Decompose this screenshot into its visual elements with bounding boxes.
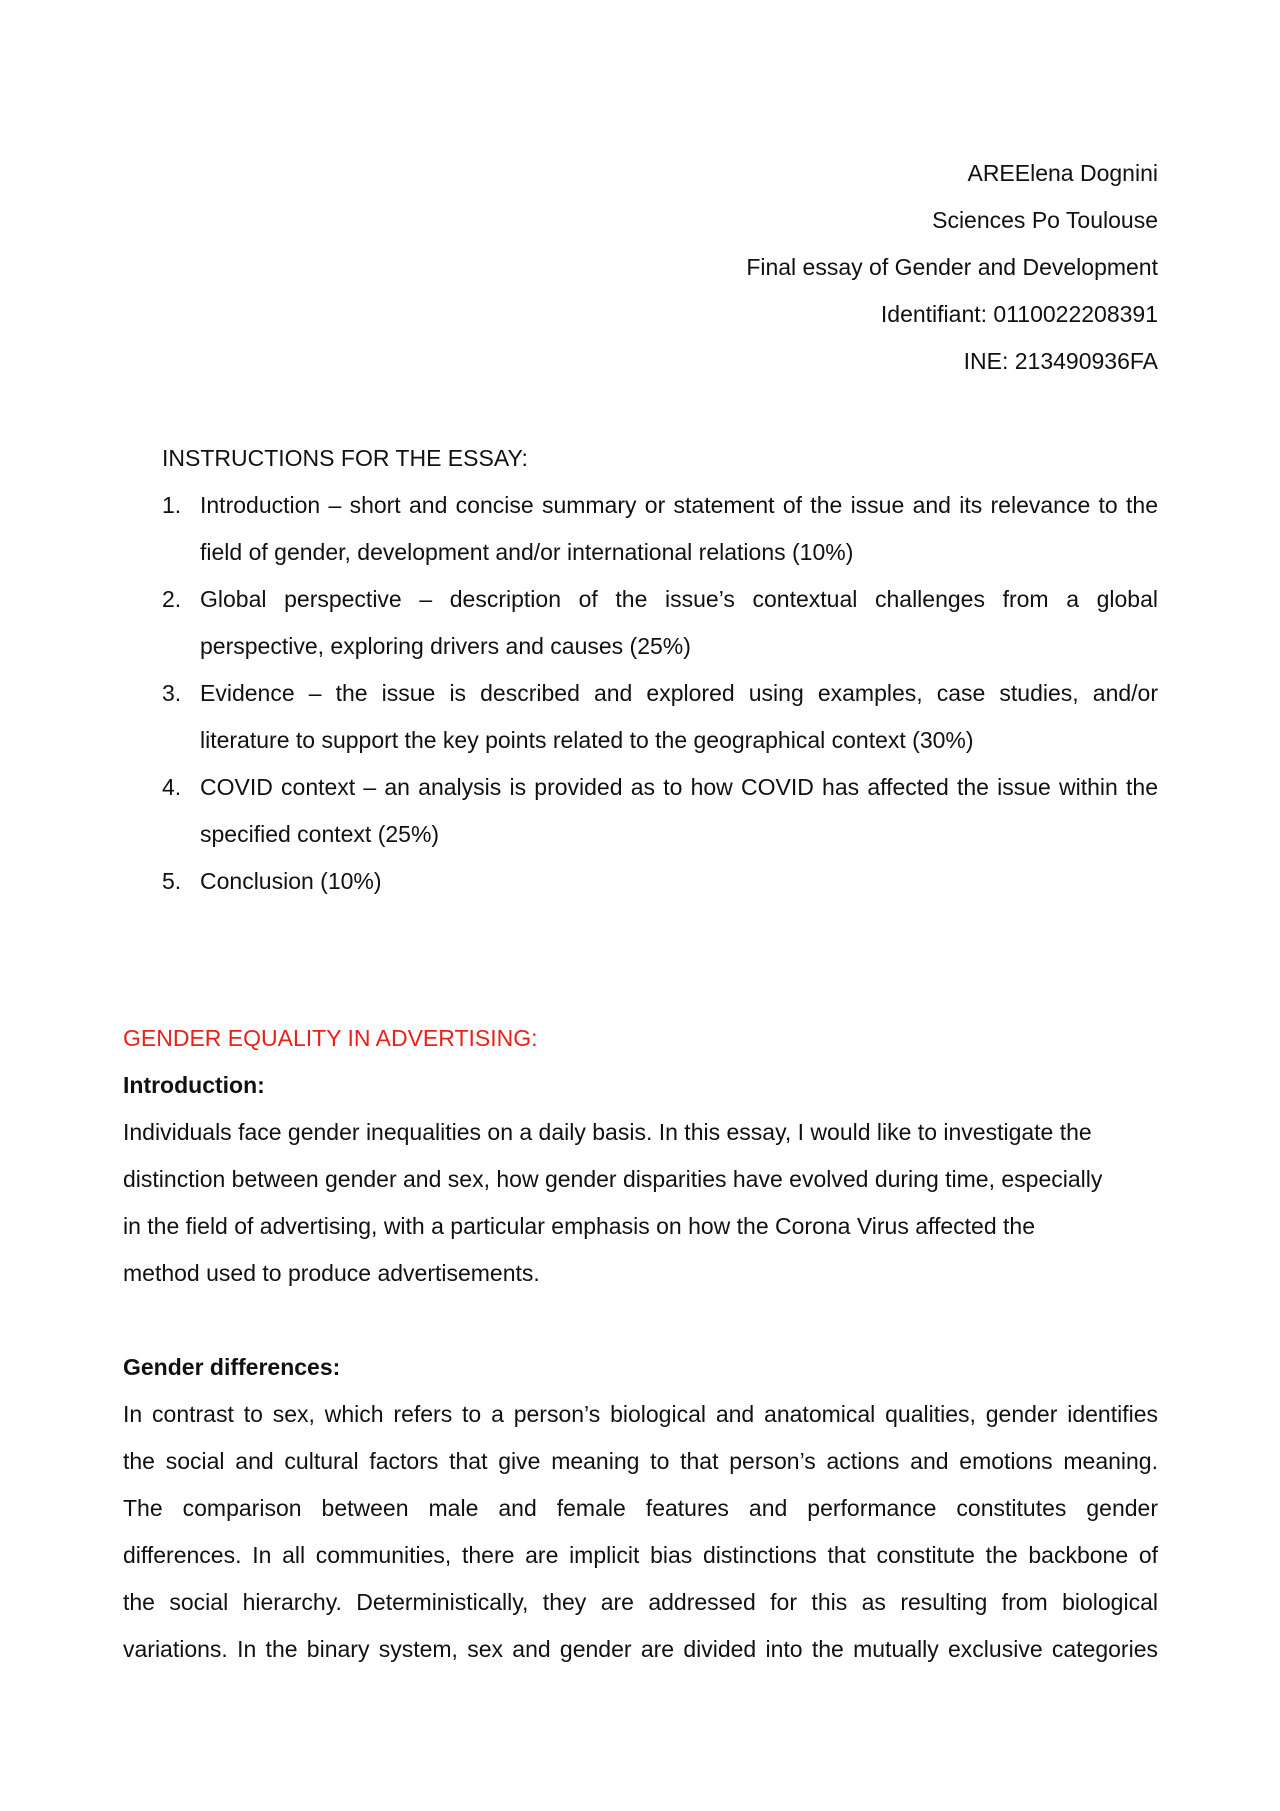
introduction-heading: Introduction:: [123, 1072, 265, 1098]
student-ine: INE: 213490936FA: [963, 348, 1158, 374]
gender-differences-heading: Gender differences:: [123, 1354, 341, 1380]
instruction-number: 3.: [162, 680, 182, 706]
student-identifiant: Identifiant: 0110022208391: [880, 301, 1158, 327]
instruction-number: 1.: [162, 492, 182, 518]
paragraph-spacer: [123, 1297, 1158, 1344]
instruction-text: Evidence – the issue is described and explored using examples, case studies, and/or literature to support the key points related to the geographical context (30%): [200, 680, 1158, 753]
instruction-item: [162, 670, 1158, 764]
instruction-text: Conclusion (10%): [200, 868, 382, 894]
paragraph-line: distinction between gender and sex, how gender disparities have evolved during time, especially: [123, 1166, 1103, 1192]
paragraph-line: in the field of advertising, with a particular emphasis on how the Corona Virus affected the: [123, 1213, 1036, 1239]
instruction-text: COVID context – an analysis is provided as to how COVID has affected the issue within the specified context (25%): [200, 774, 1158, 847]
essay-body: [123, 1015, 1158, 1673]
instruction-number: 2.: [162, 586, 182, 612]
instructions-heading: INSTRUCTIONS FOR THE ESSAY:: [162, 445, 528, 471]
essay-instructions: [162, 435, 1158, 905]
instruction-number: 5.: [162, 868, 182, 894]
instruction-number: 4.: [162, 774, 182, 800]
author-header: [640, 150, 1158, 385]
instructions-list: [162, 482, 1158, 905]
instruction-text: Introduction – short and concise summary or statement of the issue and its relevance to the field of gender, development and/or international relations (10%): [200, 492, 1158, 565]
paragraph-line: method used to produce advertisements.: [123, 1260, 540, 1286]
author-name: AREElena Dognini: [967, 160, 1158, 186]
paragraph-line: the social and cultural factors that give meaning to that person’s actions and emotions meaning.: [123, 1448, 1158, 1474]
essay-title: GENDER EQUALITY IN ADVERTISING:: [123, 1025, 538, 1051]
course-title: Final essay of Gender and Development: [746, 254, 1158, 280]
paragraph-line: the social hierarchy. Deterministically, they are addressed for this as resulting from biological: [123, 1589, 1158, 1615]
instruction-text: Global perspective – description of the issue’s contextual challenges from a global perspective, exploring drivers and causes (25%): [200, 586, 1158, 659]
instruction-item: [162, 764, 1158, 858]
paragraph-line: differences. In all communities, there are implicit bias distinctions that constitute the backbone of: [123, 1542, 1158, 1568]
introduction-paragraph: [123, 1109, 1158, 1297]
paragraph-line: In contrast to sex, which refers to a person’s biological and anatomical qualities, gender identifies: [123, 1401, 1158, 1427]
gender-differences-paragraph: [123, 1391, 1158, 1673]
instruction-item: [162, 576, 1158, 670]
instruction-item: [162, 482, 1158, 576]
paragraph-line: Individuals face gender inequalities on a daily basis. In this essay, I would like to investigate the: [123, 1119, 1092, 1145]
school-name: Sciences Po Toulouse: [932, 207, 1158, 233]
paragraph-line: The comparison between male and female features and performance constitutes gender: [123, 1495, 1158, 1521]
paragraph-line: variations. In the binary system, sex and gender are divided into the mutually exclusive categories: [123, 1636, 1158, 1662]
instruction-item: [162, 858, 1158, 905]
